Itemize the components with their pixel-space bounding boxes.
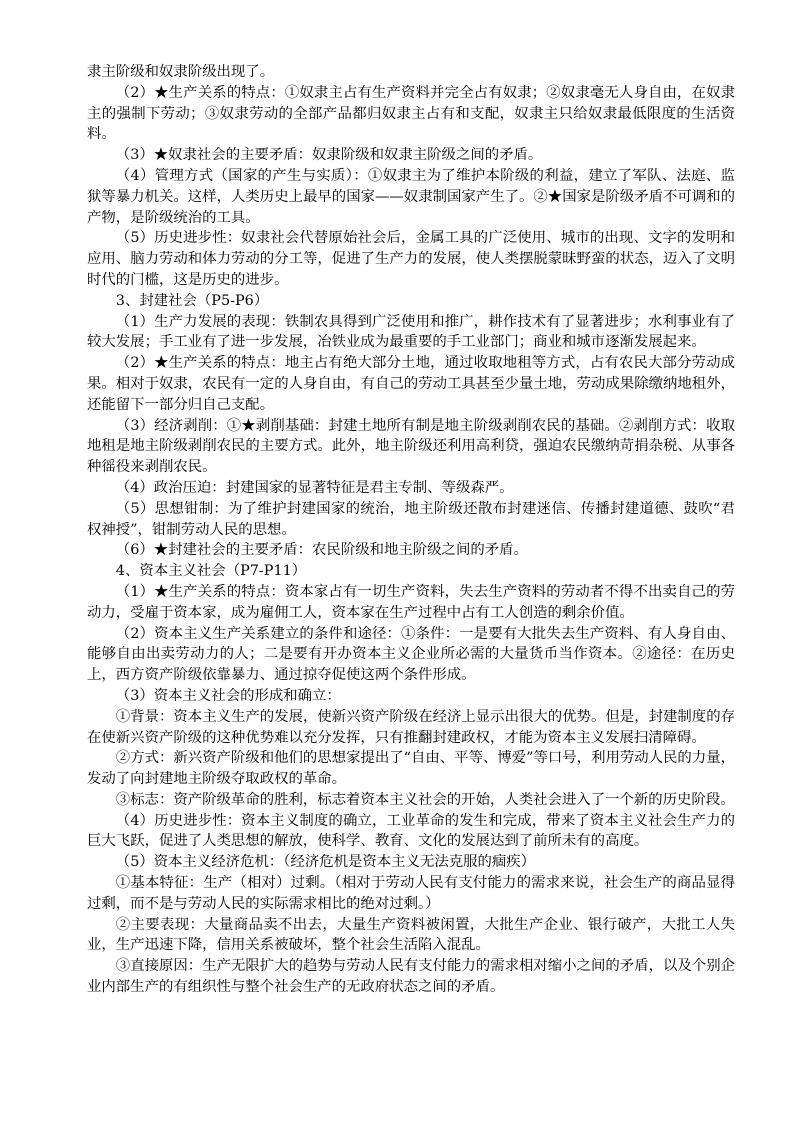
section-heading-feudal: 3、封建社会（P5-P6） (115, 292, 269, 309)
paragraph-state-origin: （4）管理方式（国家的产生与实质）：①奴隶主为了维护本阶级的利益，建立了军队、法庭、监狱等暴力机关。这样，人类历史上最早的国家——奴隶制国家产生了。②★国家是阶级矛盾不可调和的产物，是阶级统治的工具。 (87, 167, 735, 226)
paragraph-formation-sign: ③标志：资产阶级革命的胜利，标志着资本主义社会的开始，人类社会进入了一个新的历史阶段。 (115, 791, 735, 808)
document-page (87, 62, 735, 998)
paragraph-feudal-contradiction: （6）★封建社会的主要矛盾：农民阶级和地主阶级之间的矛盾。 (115, 542, 528, 559)
paragraph-continuation: 隶主阶级和奴隶阶级出现了。 (87, 64, 275, 80)
paragraph-economic-crisis: （5）资本主义经济危机：（经济危机是资本主义无法克服的痼疾） (115, 854, 536, 871)
paragraph-crisis-feature: ①基本特征：生产（相对）过剩。（相对于劳动人民有支付能力的需求来说，社会生产的商品显得过剩，而不是与劳动人民的实际需求相比的绝对过剩。） (87, 875, 735, 912)
paragraph-formation-method: ②方式：新兴资产阶级和他们的思想家提出了“自由、平等、博爱”等口号，利用劳动人民的力量，发动了向封建地主阶级夺取政权的革命。 (87, 750, 735, 788)
paragraph-feudal-ideology: （5）思想钳制：为了维护封建国家的统治，地主阶级还散布封建迷信、传播封建道德、鼓吹“君权神授”，钳制劳动人民的思想。 (87, 500, 735, 538)
paragraph-feudal-productivity: （1）生产力发展的表现：铁制农具得到广泛使用和推广，耕作技术有了显著进步；水利事业有了较大发展；手工业有了进一步发展，冶铁业成为最重要的手工业部门；商业和城市逐渐发展起来。 (87, 313, 735, 351)
paragraph-feudal-exploitation: （3）经济剥削：①★剥削基础：封建土地所有制是地主阶级剥削农民的基础。②剥削方式：收取地租是地主阶级剥削农民的主要方式。此外，地主阶级还利用高利贷，强迫农民缴纳苛捐杂税、从事各种徭役来剥削农民。 (87, 417, 735, 476)
section-heading-capitalist: 4、资本主义社会（P7-P11） (115, 563, 307, 580)
paragraph-capitalist-formation: （3）资本主义社会的形成和确立： (115, 687, 341, 704)
paragraph-slave-contradiction: （3）★奴隶社会的主要矛盾：奴隶阶级和奴隶主阶级之间的矛盾。 (115, 147, 543, 164)
paragraph-capitalist-relations: （1）★生产关系的特点：资本家占有一切生产资料，失去生产资料的劳动者不得不出卖自己的劳动力，受雇于资本家，成为雇佣工人，资本家在生产过程中占有工人创造的剩余价值。 (87, 583, 735, 621)
paragraph-capitalist-conditions: （2）资本主义生产关系建立的条件和途径：①条件：一是要有大批失去生产资料、有人身自由、能够自由出卖劳动力的人；二是要有开办资本主义企业所必需的大量货币当作资本。②途径：在历史上，西方资产阶级依靠暴力、通过掠夺促使这两个条件形成。 (87, 625, 735, 684)
paragraph-capitalist-progress: （4）历史进步性：资本主义制度的确立，工业革命的发生和完成，带来了资本主义社会生产力的巨大飞跃，促进了人类思想的解放，使科学、教育、文化的发展达到了前所未有的高度。 (87, 812, 735, 850)
paragraph-slave-relations: （2）★生产关系的特点：①奴隶主占有生产资料并完全占有奴隶；②奴隶毫无人身自由，在奴隶主的强制下劳动；③奴隶劳动的全部产品都归奴隶主占有和支配，奴隶主只给奴隶最低限度的生活资料。 (87, 84, 735, 143)
paragraph-crisis-cause: ③直接原因：生产无限扩大的趋势与劳动人民有支付能力的需求相对缩小之间的矛盾，以及个别企业内部生产的有组织性与整个社会生产的无政府状态之间的矛盾。 (87, 958, 735, 996)
paragraph-crisis-manifestation: ②主要表现：大量商品卖不出去，大量生产资料被闲置，大批生产企业、银行破产，大批工人失业，生产迅速下降，信用关系被破坏，整个社会生活陷入混乱。 (87, 916, 735, 954)
paragraph-slave-progress: （5）历史进步性：奴隶社会代替原始社会后，金属工具的广泛使用、城市的出现、文字的发明和应用、脑力劳动和体力劳动的分工等，促进了生产力的发展，使人类摆脱蒙昧野蛮的状态，迈入了文明时代的门槛，这是历史的进步。 (87, 230, 735, 288)
paragraph-feudal-relations: （2）★生产关系的特点：地主占有绝大部分土地，通过收取地租等方式，占有农民大部分劳动成果。相对于奴隶，农民有一定的人身自由，有自己的劳动工具甚至少量土地，劳动成果除缴纳地租外，还能留下一部分归自己支配。 (87, 355, 735, 413)
paragraph-formation-background: ①背景：资本主义生产的发展，使新兴资产阶级在经济上显示出很大的优势。但是，封建制度的存在使新兴资产阶级的这种优势难以充分发挥，只有推翻封建政权，才能为资本主义发展扫清障碍。 (87, 708, 735, 746)
paragraph-feudal-politics: （4）政治压迫：封建国家的显著特征是君主专制、等级森严。 (115, 479, 514, 496)
